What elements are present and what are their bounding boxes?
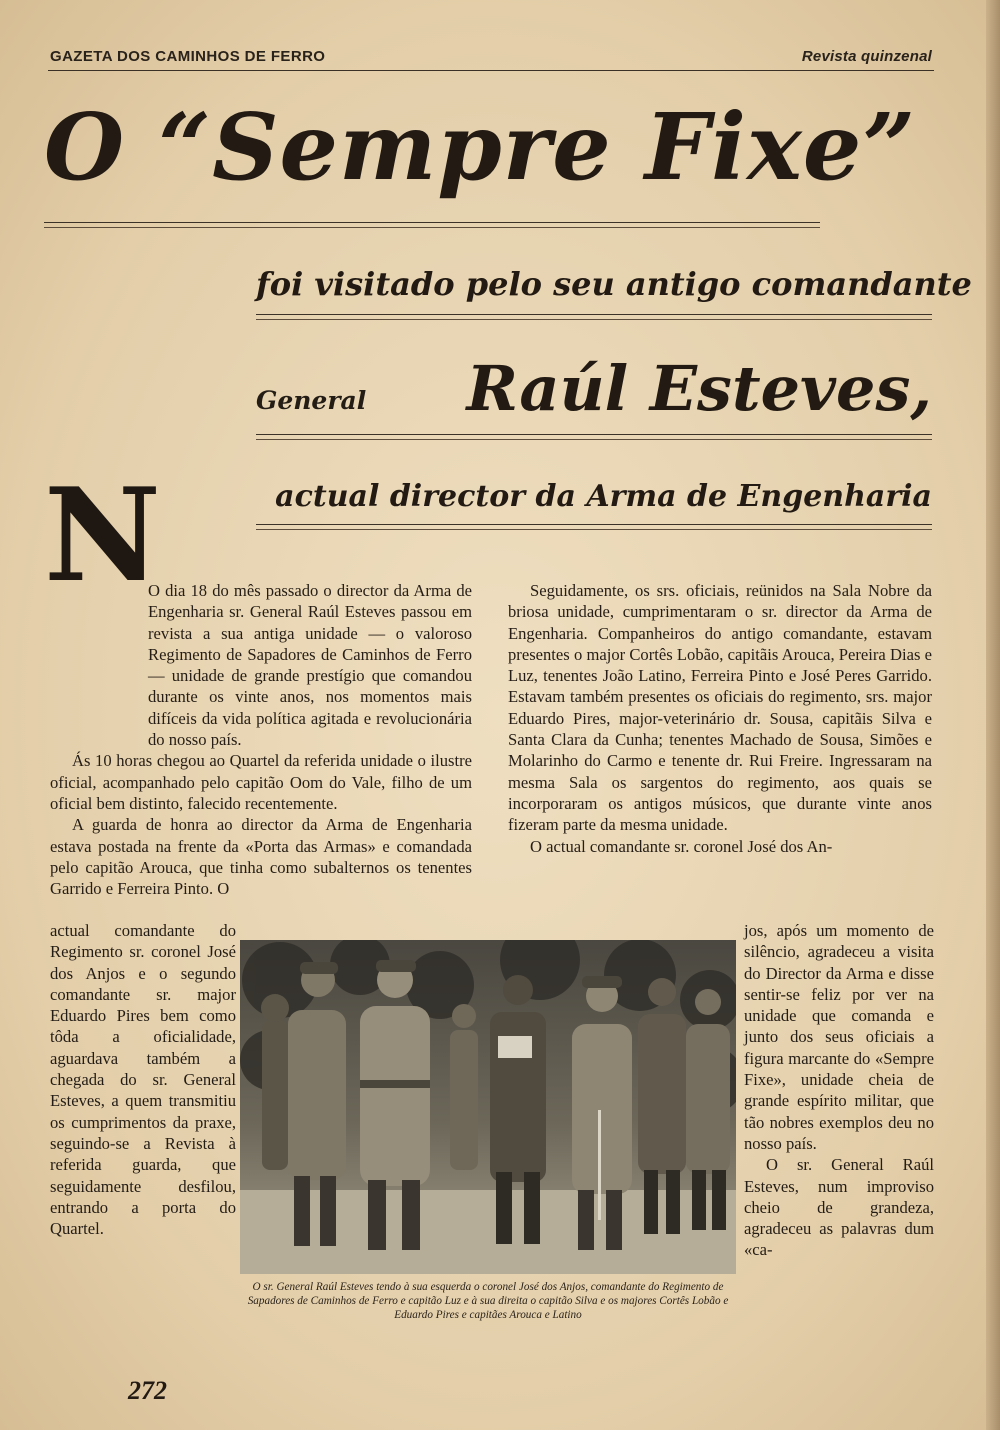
subtitle-line-1: foi visitado pelo seu antigo comandante (256, 265, 972, 303)
general-name: Raúl Esteves, (466, 352, 932, 425)
subtitle-line-3: actual director da Arma de Engenharia (275, 479, 932, 514)
paragraph: jos, após um momento de silêncio, agradeceu a visita do Director da Arma e disse sentir-se feliz por ver na unidade que comanda e junto dos seus oficiais a figura marcante do «Sempre Fixe», unidade cheia de grande espírito militar, que tão nobres exemplos deu no nosso país. (744, 921, 934, 1153)
drop-cap: N (44, 461, 161, 611)
article-column-left-wrap (50, 920, 236, 1239)
article-title: O “Sempre Fixe” (44, 93, 917, 201)
subtitle-1-underline (256, 314, 932, 315)
paragraph: O sr. General Raúl Esteves, num improviso cheio de grandeza, agradeceu as palavras dum «ca- (744, 1155, 934, 1260)
publication-name: GAZETA DOS CAMINHOS DE FERRO (50, 48, 326, 65)
general-rank: General (256, 386, 367, 415)
page-edge-shadow (986, 0, 1000, 1430)
article-photo (240, 940, 736, 1274)
article-column-right (508, 580, 932, 857)
paragraph: Seguidamente, os srs. oficiais, reünidos na Sala Nobre da briosa unidade, cumprimentaram o sr. director da Arma de Engenharia. Companheiros do antigo comandante, estavam presentes o major Cortês Lobão, capitãis Arouca, Pereira Dias e Luz, tenentes João Latino, Ferreira Pinto e José Peres Garrido. Estavam também presentes os oficiais do regimento, srs. major Eduardo Pires, major-veterinário dr. Sousa, capitãis Silva e Santa Clara da Cunha; tenentes Machado de Sousa, Simões e Molarinho do Carmo e tenente dr. Rui Freire. Ingressaram na mesma Sala os sargentos do regimento, aos quais se incorporaram os antigos músicos, que durante vinte anos fizeram parte da mesma unidade. (508, 581, 932, 835)
military-officers-photo (240, 940, 736, 1274)
photo-caption: O sr. General Raúl Esteves tendo à sua esquerda o coronel José dos Anjos, comandante do Regimento de Sapadores de Caminhos de Ferro e capitão Luz e à sua direita o capitão Silva e os majores Cortês Lobão e Eduardo Pires e capitães Arouca e Latino (247, 1281, 729, 1321)
header-rule (48, 70, 934, 71)
general-underline (256, 434, 932, 435)
paragraph: O actual comandante sr. coronel José dos An- (530, 836, 833, 856)
article-column-left (50, 580, 472, 899)
paragraph: actual comandante do Regimento sr. coronel José dos Anjos e o segundo comandante sr. major Eduardo Pires bem como tôda a oficialidade, aguardava também a chegada do sr. General Esteves, a quem transmitiu os cumprimentos da praxe, seguindo-se a Revista à referida guarda, que seguidamente desfilou, entrando a porta do Quartel. (50, 921, 236, 1239)
paragraph: O dia 18 do mês passado o director da Arma de Engenharia sr. General Raúl Esteves passou em revista a sua antiga unidade — o valoroso Regimento de Sapadores de Caminhos de Ferro — unidade de grande prestígio que comandou durante os vinte anos, nos momentos mais difíceis da vida política agitada e revolucionária do nosso país. (148, 581, 472, 750)
subtitle-3-underline (256, 524, 932, 525)
paragraph: A guarda de honra ao director da Arma de Engenharia estava postada na frente da «Porta das Armas» e comandada pelo capitão Arouca, que tinha como subalternos os tenentes Garrido e Ferreira Pinto. O (50, 815, 472, 899)
paragraph: Ás 10 horas chegou ao Quartel da referida unidade o ilustre oficial, acompanhado pelo capitão Oom do Vale, filho de um oficial bem distinto, falecido recentemente. (50, 751, 472, 813)
article-column-right-wrap (744, 920, 934, 1261)
page-number: 272 (128, 1376, 167, 1405)
title-underline (44, 222, 820, 223)
publication-frequency: Revista quinzenal (801, 48, 932, 65)
